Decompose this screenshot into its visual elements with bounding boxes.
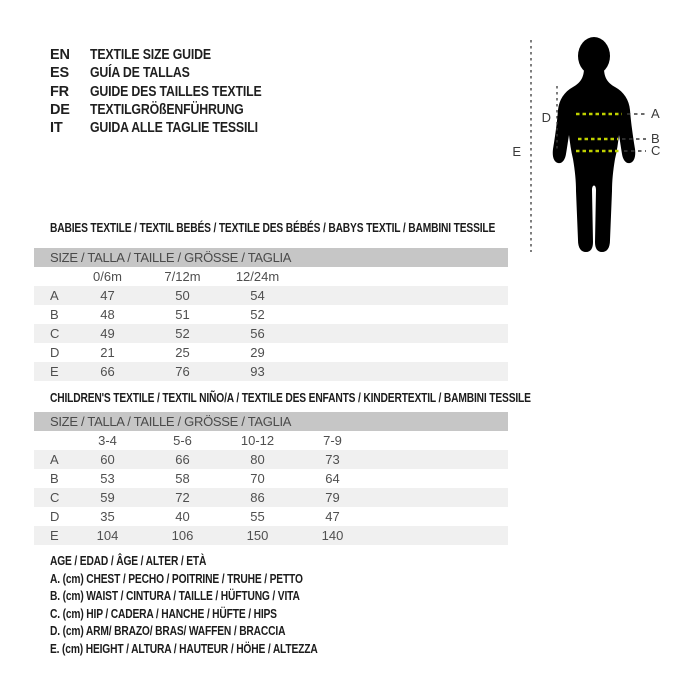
table-cell: 72: [175, 490, 190, 505]
table-cell: 106: [171, 528, 194, 543]
table-row: [34, 507, 508, 526]
table-cell: 54: [250, 288, 265, 303]
table-cell: 58: [175, 471, 190, 486]
row-label: A: [50, 288, 59, 303]
legend-waist-line: B. (cm) WAIST / CINTURA / TAILLE / HÜFTUNG / VITA: [50, 589, 300, 603]
language-title: TEXTILE SIZE GUIDE: [90, 47, 211, 63]
table-cell: 55: [250, 509, 265, 524]
row-label: D: [50, 509, 60, 524]
table-cell: 59: [100, 490, 115, 505]
column-header: 7/12m: [164, 269, 201, 284]
measurement-figure: [488, 12, 700, 265]
table-cell: 50: [175, 288, 190, 303]
language-code: IT: [50, 120, 63, 137]
figure-label-waist: B: [651, 131, 660, 146]
measurement-legend: [50, 553, 376, 658]
figure-label-height: E: [512, 144, 521, 159]
table-cell: 25: [175, 345, 190, 360]
language-title: GUIDE DES TAILLES TEXTILE: [90, 83, 262, 100]
language-code: ES: [50, 65, 69, 82]
table-row: [34, 450, 508, 469]
table-cell: 35: [100, 509, 115, 524]
table-cell: 53: [100, 471, 115, 486]
table-cell: 47: [100, 288, 115, 303]
children-size-table: [34, 412, 508, 545]
child-silhouette-diagram: [488, 12, 700, 260]
language-code: FR: [50, 83, 69, 100]
babies-size-table: [34, 248, 508, 381]
table-row: [34, 343, 508, 362]
language-row: [50, 119, 292, 137]
table-cell: 140: [321, 528, 344, 543]
table-cell: 70: [250, 471, 265, 486]
table-cell: 66: [100, 364, 115, 379]
table-cell: 93: [250, 364, 265, 379]
table-cell: 64: [325, 471, 340, 486]
table-row: [34, 488, 508, 507]
row-label: E: [50, 528, 59, 543]
table-row: [34, 286, 508, 305]
language-row: [50, 46, 292, 64]
language-row: [50, 101, 292, 119]
column-header: 5-6: [173, 433, 192, 448]
table-cell: 40: [175, 509, 190, 524]
language-title: GUIDA ALLE TAGLIE TESSILI: [90, 120, 258, 137]
table-cell: 47: [325, 509, 340, 524]
child-body: [553, 68, 636, 252]
table-cell: 48: [100, 307, 115, 322]
row-label: A: [50, 452, 59, 467]
language-title: GUÍA DE TALLAS: [90, 65, 190, 82]
table-cell: 52: [250, 307, 265, 322]
row-label: B: [50, 307, 59, 322]
language-row: [50, 83, 292, 101]
row-label: C: [50, 326, 60, 341]
table-cell: 150: [246, 528, 269, 543]
table-cell: 86: [250, 490, 265, 505]
figure-label-hip: C: [651, 143, 661, 158]
children-column-header-row: [34, 431, 508, 450]
row-label: C: [50, 490, 60, 505]
table-row: [34, 469, 508, 488]
legend-height-line: E. (cm) HEIGHT / ALTURA / HAUTEUR / HÖHE / ALTEZZA: [50, 641, 318, 656]
children-table-header-bar: SIZE / TALLA / TAILLE / GRÖSSE / TAGLIA: [34, 412, 508, 431]
row-label: E: [50, 364, 59, 379]
legend-arm-line: D. (cm) ARM/ BRAZO/ BRAS/ WAFFEN / BRACCIA: [50, 624, 286, 638]
column-header: 3-4: [98, 433, 117, 448]
row-label: B: [50, 471, 59, 486]
language-row: [50, 64, 292, 82]
language-code: DE: [50, 101, 70, 118]
table-row: [34, 526, 508, 545]
language-code: EN: [50, 47, 70, 63]
babies-table-header-bar: SIZE / TALLA / TAILLE / GRÖSSE / TAGLIA: [34, 248, 508, 267]
table-cell: 73: [325, 452, 340, 467]
figure-label-chest: A: [651, 106, 660, 121]
language-title: TEXTILGRÖßENFÜHRUNG: [90, 101, 244, 118]
table-cell: 51: [175, 307, 190, 322]
babies-column-header-row: [34, 267, 508, 286]
table-cell: 52: [175, 326, 190, 341]
table-cell: 80: [250, 452, 265, 467]
column-header: 12/24m: [235, 269, 280, 284]
table-cell: 60: [100, 452, 115, 467]
table-cell: 49: [100, 326, 115, 341]
table-cell: 79: [325, 490, 340, 505]
legend-age-line: AGE / EDAD / ÂGE / ALTER / ETÀ: [50, 554, 207, 568]
table-cell: 66: [175, 452, 190, 467]
column-header: 0/6m: [93, 269, 122, 284]
babies-section-title: BABIES TEXTILE / TEXTIL BEBÉS / TEXTILE DES BÉBÉS / BABYS TEXTIL / BAMBINI TESSILE: [50, 221, 496, 235]
row-label: D: [50, 345, 60, 360]
column-header: 10-12: [240, 433, 275, 448]
legend-chest-line: A. (cm) CHEST / PECHO / POITRINE / TRUHE / PETTO: [50, 571, 303, 586]
table-cell: 56: [250, 326, 265, 341]
table-cell: 104: [96, 528, 119, 543]
table-row: [34, 324, 508, 343]
table-cell: 29: [250, 345, 265, 360]
table-cell: 21: [100, 345, 115, 360]
legend-hip-line: C. (cm) HIP / CADERA / HANCHE / HÜFTE / HIPS: [50, 606, 277, 621]
table-cell: 76: [175, 364, 190, 379]
language-title-block: [50, 46, 292, 137]
table-row: [34, 305, 508, 324]
figure-label-arm: D: [541, 110, 551, 125]
table-row: [34, 362, 508, 381]
column-header: 7-9: [323, 433, 342, 448]
children-section-title: CHILDREN'S TEXTILE / TEXTIL NIÑO/A / TEXTILE DES ENFANTS / KINDERTEXTIL / BAMBINI TESSILE: [50, 391, 531, 405]
